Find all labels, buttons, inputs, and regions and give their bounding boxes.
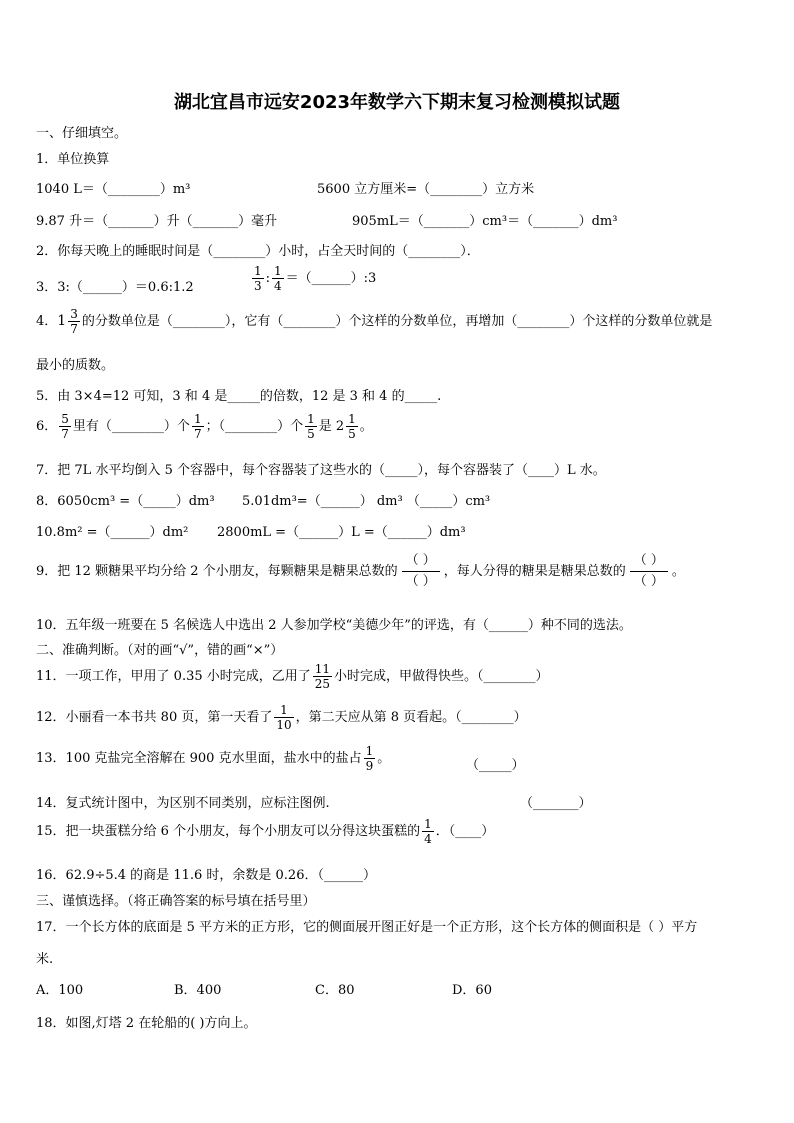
blank-fraction: （ ） （ ） [630, 551, 668, 592]
question-4: 4．1 $\frac{3}{7}$ 的分数单位是（________），它有（________）个这样的分数单位，再增加（________）个这样的分数单位就是 [36, 307, 713, 336]
question-1c: 9.87 升＝（_______）升（_______）毫升 [36, 214, 278, 229]
question-15: 15．把一块蛋糕分给 6 个小朋友，每个小朋友可以分得这块蛋糕的 $\frac{1}{4}$ ．（____） [36, 817, 495, 846]
question-1d: 905mL＝（_______）cm³＝（_______）dm³ [352, 214, 618, 229]
fraction: $\frac{1}{7}$ [193, 412, 202, 441]
fraction: $\frac{5}{7}$ [61, 412, 69, 441]
question-1-heading: 1．单位换算 [36, 152, 110, 167]
question-4-continued: 最小的质数。 [36, 358, 115, 373]
question-12: 12．小丽看一本书共 80 页，第一天看了 $\frac{1}{10}$ ，第二天应从第 8 页看起。（________） [36, 703, 527, 732]
question-7: 7．把 7L 水平均倒入 5 个容器中，每个容器装了这些水的（_____），每个容器装了（____）L 水。 [36, 463, 606, 478]
section-3-heading: 三、谨慎选择。（将正确答案的标号填在括号里） [36, 894, 316, 909]
question-16: 16．62.9÷5.4 的商是 11.6 时，余数是 0.26．（______） [36, 868, 376, 883]
fraction: $\frac{1}{5}$ [348, 412, 356, 441]
fraction: $\frac{1}{9}$ [365, 744, 374, 773]
question-8b: 5.01dm³=（______） dm³ （_____）cm³ [242, 494, 491, 509]
question-13: 13．100 克盐完全溶解在 900 克水里面，盐水中的盐占 $\frac{1}{9}$ 。 [36, 744, 391, 773]
question-17-option-a: A．100 [36, 983, 84, 998]
fraction: $\frac{11}{25}$ [314, 662, 331, 691]
fraction: $\frac{1}{4}$ [274, 264, 282, 293]
blank-fraction: （ ） （ ） [402, 551, 440, 592]
question-8c: 10.8m² =（______）dm² [36, 525, 189, 540]
fraction: $\frac{3}{7}$ [70, 307, 78, 336]
question-6: 6． $\frac{5}{7}$ 里有（________）个 $\frac{1}{7}$ ；（________）个 $\frac{1}{5}$ 是 2 $\frac{1}{5}$ 。 [36, 412, 373, 441]
question-17-continued: 米. [36, 952, 54, 967]
question-9: 9．把 12 颗糖果平均分给 2 个小朋友，每颗糖果是糖果总数的 （ ） （ ） ，每人分得的糖果是糖果总数的 （ ） （ ） 。 [36, 551, 685, 592]
fraction: $\frac{1}{5}$ [307, 412, 315, 441]
section-1-heading: 一、仔细填空。 [36, 126, 128, 141]
question-17-option-d: D．60 [452, 983, 492, 998]
question-8d: 2800mL =（______）L =（______）dm³ [217, 525, 466, 540]
section-2-heading: 二、准确判断。（对的画“√”，错的画“×”） [36, 643, 284, 658]
question-3b: $\frac{1}{3}$ : $\frac{1}{4}$ ＝（______）:3 [254, 264, 377, 293]
question-14-answer-blank: （_______） [520, 796, 592, 811]
question-8a: 8．6050cm³ =（_____）dm³ [36, 494, 215, 509]
question-17: 17．一个长方体的底面是 5 平方米的正方形，它的侧面展开图正好是一个正方形，这个长方体的侧面积是（ ）平方 [36, 920, 698, 935]
question-1a: 1040 L＝（________）m³ [36, 182, 191, 197]
question-11: 11．一项工作，甲用了 0.35 小时完成，乙用了 $\frac{11}{25}$ 小时完成，甲做得快些。（________） [36, 662, 549, 691]
fraction: $\frac{1}{3}$ [254, 264, 262, 293]
question-14: 14．复式统计图中，为区别不同类别，应标注图例. [36, 796, 330, 811]
question-18: 18．如图,灯塔 2 在轮船的( )方向上。 [36, 1016, 257, 1031]
question-5: 5．由 3×4=12 可知，3 和 4 是_____的倍数，12 是 3 和 4 的_____. [36, 389, 442, 404]
question-1b: 5600 立方厘米=（________）立方米 [317, 182, 535, 197]
question-3a: 3．3:（______）＝0.6:1.2 [36, 280, 194, 295]
question-17-option-b: B．400 [174, 983, 222, 998]
question-10: 10．五年级一班要在 5 名候选人中选出 2 人参加学校“美德少年”的评选，有（______）种不同的选法。 [36, 618, 632, 633]
fraction: $\frac{1}{4}$ [424, 817, 432, 846]
question-13-answer-blank: （_____） [466, 758, 525, 773]
fraction: $\frac{1}{10}$ [276, 703, 292, 732]
page-title: 湖北宜昌市远安2023年数学六下期末复习检测模拟试题 [173, 92, 621, 113]
question-2: 2．你每天晚上的睡眠时间是（________）小时，占全天时间的（________）． [36, 244, 480, 259]
question-17-option-c: C．80 [315, 983, 355, 998]
